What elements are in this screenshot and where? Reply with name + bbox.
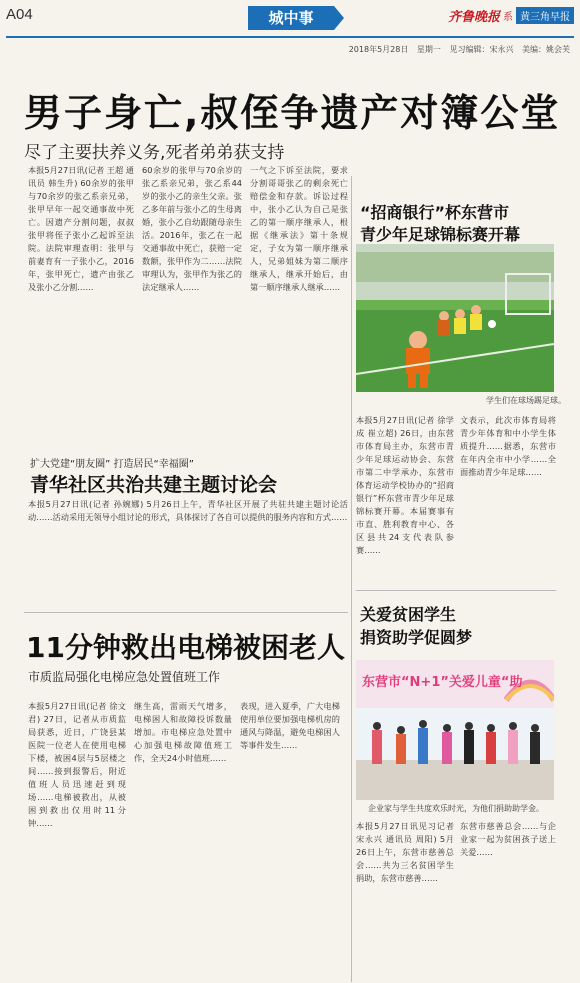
community-headline: 青华社区共治共建主题讨论会 xyxy=(30,474,278,496)
lead-column-3: 一气之下诉至法院，要求分割哥哥张乙的剩余死亡赔偿金和存款。诉讼过程中，张小乙认为自己是张乙的第一顺序继承人，根据《继承法》第十条规定，子女为第一顺序继承人，兄弟姐妹为第二顺序继承人，继承开始后，由第一顺序继承人继承…… xyxy=(250,165,348,292)
elevator-subheadline: 市质监局强化电梯应急处置值班工作 xyxy=(28,670,221,684)
masthead-brand xyxy=(448,6,574,25)
elevator-column-3: 表现，进入夏季，广大电梯使用单位要加强电梯机房的通风与降温，避免电梯困人等事件发生…… xyxy=(240,701,340,750)
aid-photo-image xyxy=(356,660,554,800)
soccer-headline-line-2: 青少年足球锦标赛开幕 xyxy=(360,225,521,244)
brand-edition: 黄三角早报 xyxy=(516,7,574,24)
page-header xyxy=(0,0,580,40)
aid-photo xyxy=(356,660,554,800)
brand-sub: 系 xyxy=(503,12,513,23)
aid-column-2: 东营市慈善总会……与企业家一起为贫困孩子送上关爱…… xyxy=(460,821,556,857)
column-rule-right xyxy=(351,176,352,982)
elevator-column-1: 本报5月27日讯(记者 徐文君) 27日，记者从市质监局获悉，近日，广饶县某医院一位老人在使用电梯下楼，被困4层与5层楼之间……接到报警后，附近值班人员迅速赶到现场……电梯被救出，从被困到救出仅用时11分钟…… xyxy=(28,701,126,828)
lead-subheadline: 尽了主要扶养义务,死者弟弟获支持 xyxy=(24,143,285,163)
meta-weekday: 星期一 xyxy=(416,45,441,54)
elevator-column-2: 继生高，雷雨天气增多，电梯困人和故障投诉数量增加。市电梯应急处置中心加强电梯故障值班工作，全天24小时值班…… xyxy=(134,701,232,763)
lead-column-2: 60余岁的张甲与70余岁的张乙系亲兄弟，张乙系44岁的张小乙的亲生父亲。张乙多年前与张小乙的生母离婚，张小乙自幼跟随母亲生活。2016年，张乙在一起交通事故中死亡，获赔一定数额，张甲作为二……法院审理认为，张甲作为张乙的法定继承人…… xyxy=(142,165,242,292)
aid-photo-caption: 企业家与学生共度欢乐时光，为他们捐助助学金。 xyxy=(368,804,544,813)
aid-headline-line-2: 捐资助学促圆梦 xyxy=(360,628,473,647)
aid-banner-text: 东营市“N+1”关爱儿童“助 xyxy=(362,675,523,690)
meta-editor: 见习编辑：宋永兴 xyxy=(449,45,514,54)
soccer-headline-line-1: “招商银行”杯东营市 xyxy=(360,203,510,222)
lead-headline: 男子身亡,叔侄争遗产对簿公堂 xyxy=(24,91,561,135)
meta-designer: 美编：姚会芙 xyxy=(522,45,570,54)
header-rule xyxy=(6,36,574,38)
soccer-column-1: 本报5月27日讯(记者 徐学成 崔立超) 26日，由东营市体育局主办，东营市青少年足球运动协会、东营市第二中学承办，东营市体育运动学校协办的“招商银行”杯东营市青少年足球锦标赛开幕。本届赛事有市直、胜利教育中心、各区县共24支代表队参赛…… xyxy=(356,415,454,555)
community-divider xyxy=(24,612,348,613)
meta-date: 2018年5月28日 xyxy=(348,45,409,54)
soccer-photo xyxy=(356,244,554,392)
lead-column-1: 本报5月27日讯(记者 王超 通讯员 韩生升) 60余岁的张甲与70余岁的张乙系亲兄弟，张甲早年一起交通事故中死亡。因遗产分割问题，叔叔张甲将侄子张小乙起诉至法院。法院审理查明：张甲与前妻育有一子张小乙，2016年，张甲死亡，遗产由张乙及张小乙分割…… xyxy=(28,165,134,292)
elevator-headline: 11分钟救出电梯被困老人 xyxy=(26,631,345,664)
soccer-column-2: 文表示，此次市体育局将青少年体育和中小学生体质提升……据悉，东营市在年内全市中小学……全面推动青少年足球…… xyxy=(460,415,556,477)
right-column-divider xyxy=(356,590,556,591)
soccer-photo-caption: 学生们在球场踢足球。 xyxy=(486,396,566,405)
community-body: 本报5月27日讯(记者 孙婉娜) 5月26日上午，青华社区开展了共驻共建主题讨论活动……活动采用无领导小组讨论的形式，具体探讨了各自可以提供的服务内容和方式…… xyxy=(28,499,348,522)
aid-headline-line-1: 关爱贫困学生 xyxy=(360,605,457,624)
issue-meta xyxy=(343,44,570,55)
community-kicker: 扩大党建“朋友圈” 打造居民“幸福圈” xyxy=(30,459,194,470)
aid-column-1: 本报5月27日讯见习记者 宋永兴 通讯员 周阳) 5月26日上午，东营市慈善总会……共为三名贫困学生捐助，东营市慈善…… xyxy=(356,821,454,883)
section-tab: 城中事 xyxy=(248,6,334,30)
soccer-photo-image xyxy=(356,244,554,392)
page-number: A04 xyxy=(6,6,33,23)
brand-logo: 齐鲁晚报 xyxy=(447,10,500,25)
